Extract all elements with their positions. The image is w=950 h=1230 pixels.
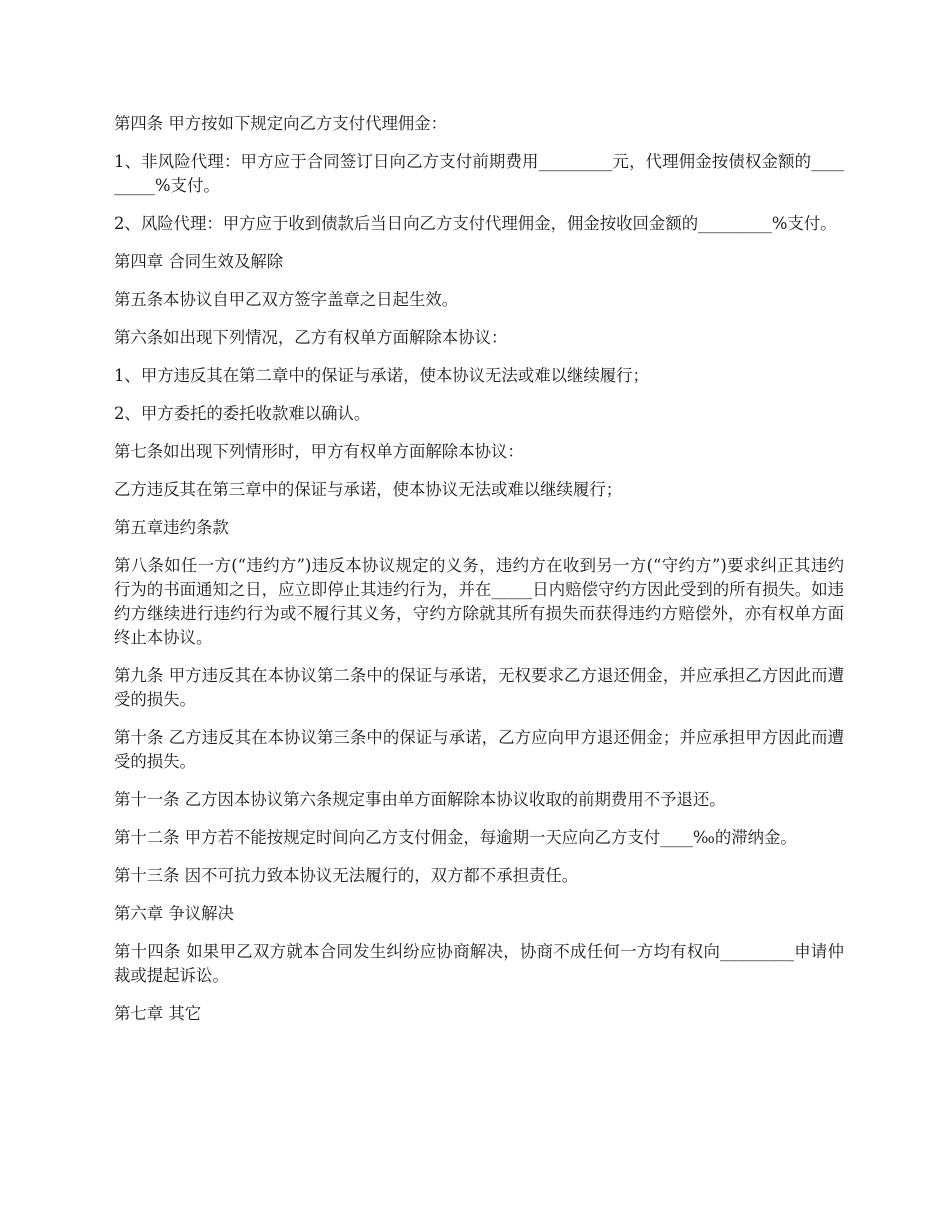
clause-non-risk-agency: 1、非风险代理：甲方应于合同签订日向乙方支付前期费用_________元，代理佣金按债权金额的_________%支付。 bbox=[114, 152, 844, 195]
chapter-4-heading: 第四章 合同生效及解除 bbox=[114, 252, 284, 271]
article-11: 第十一条 乙方因本协议第六条规定事由单方面解除本协议收取的前期费用不予退还。 bbox=[114, 790, 726, 809]
article-14: 第十四条 如果甲乙双方就本合同发生纠纷应协商解决，协商不成任何一方均有权向_________申请仲裁或提起诉讼。 bbox=[114, 942, 844, 985]
document-body bbox=[114, 112, 844, 1040]
article-12: 第十二条 甲方若不能按规定时间向乙方支付佣金，每逾期一天应向乙方支付____‰的滞纳金。 bbox=[114, 828, 797, 847]
article-7: 第七条如出现下列情形时，甲方有权单方面解除本协议： bbox=[114, 442, 524, 461]
article-6-item-2: 2、甲方委托的委托收款难以确认。 bbox=[114, 404, 371, 423]
article-8: 第八条如任一方(“违约方”)违反本协议规定的义务，违约方在收到另一方(“守约方”)要求纠正其违约行为的书面通知之日，应立即停止其违约行为，并在_____日内赔偿守约方因此受到的所有损失。如违约方继续进行违约行为或不履行其义务，守约方除就其所有损失而获得违约方赔偿外，亦有权单方面终止本协议。 bbox=[114, 556, 844, 647]
article-9: 第九条 甲方违反其在本协议第二条中的保证与承诺，无权要求乙方退还佣金，并应承担乙方因此而遭受的损失。 bbox=[114, 666, 844, 709]
article-5: 第五条本协议自甲乙双方签字盖章之日起生效。 bbox=[114, 290, 459, 309]
article-10: 第十条 乙方违反其在本协议第三条中的保证与承诺，乙方应向甲方退还佣金；并应承担甲方因此而遭受的损失。 bbox=[114, 728, 844, 771]
article-4-heading: 第四条 甲方按如下规定向乙方支付代理佣金： bbox=[114, 114, 448, 133]
article-7-item: 乙方违反其在第三章中的保证与承诺，使本协议无法或难以继续履行； bbox=[114, 480, 623, 499]
article-13: 第十三条 因不可抗力致本协议无法履行的，双方都不承担责任。 bbox=[114, 866, 579, 885]
chapter-6-heading: 第六章 争议解决 bbox=[114, 904, 234, 923]
clause-risk-agency: 2、风险代理：甲方应于收到债款后当日向乙方支付代理佣金，佣金按收回金额的_________%支付。 bbox=[114, 214, 837, 233]
article-6: 第六条如出现下列情况，乙方有权单方面解除本协议： bbox=[114, 328, 508, 347]
article-6-item-1: 1、甲方违反其在第二章中的保证与承诺，使本协议无法或难以继续履行； bbox=[114, 366, 649, 385]
chapter-5-heading: 第五章违约条款 bbox=[114, 518, 229, 537]
chapter-7-heading: 第七章 其它 bbox=[114, 1004, 202, 1023]
